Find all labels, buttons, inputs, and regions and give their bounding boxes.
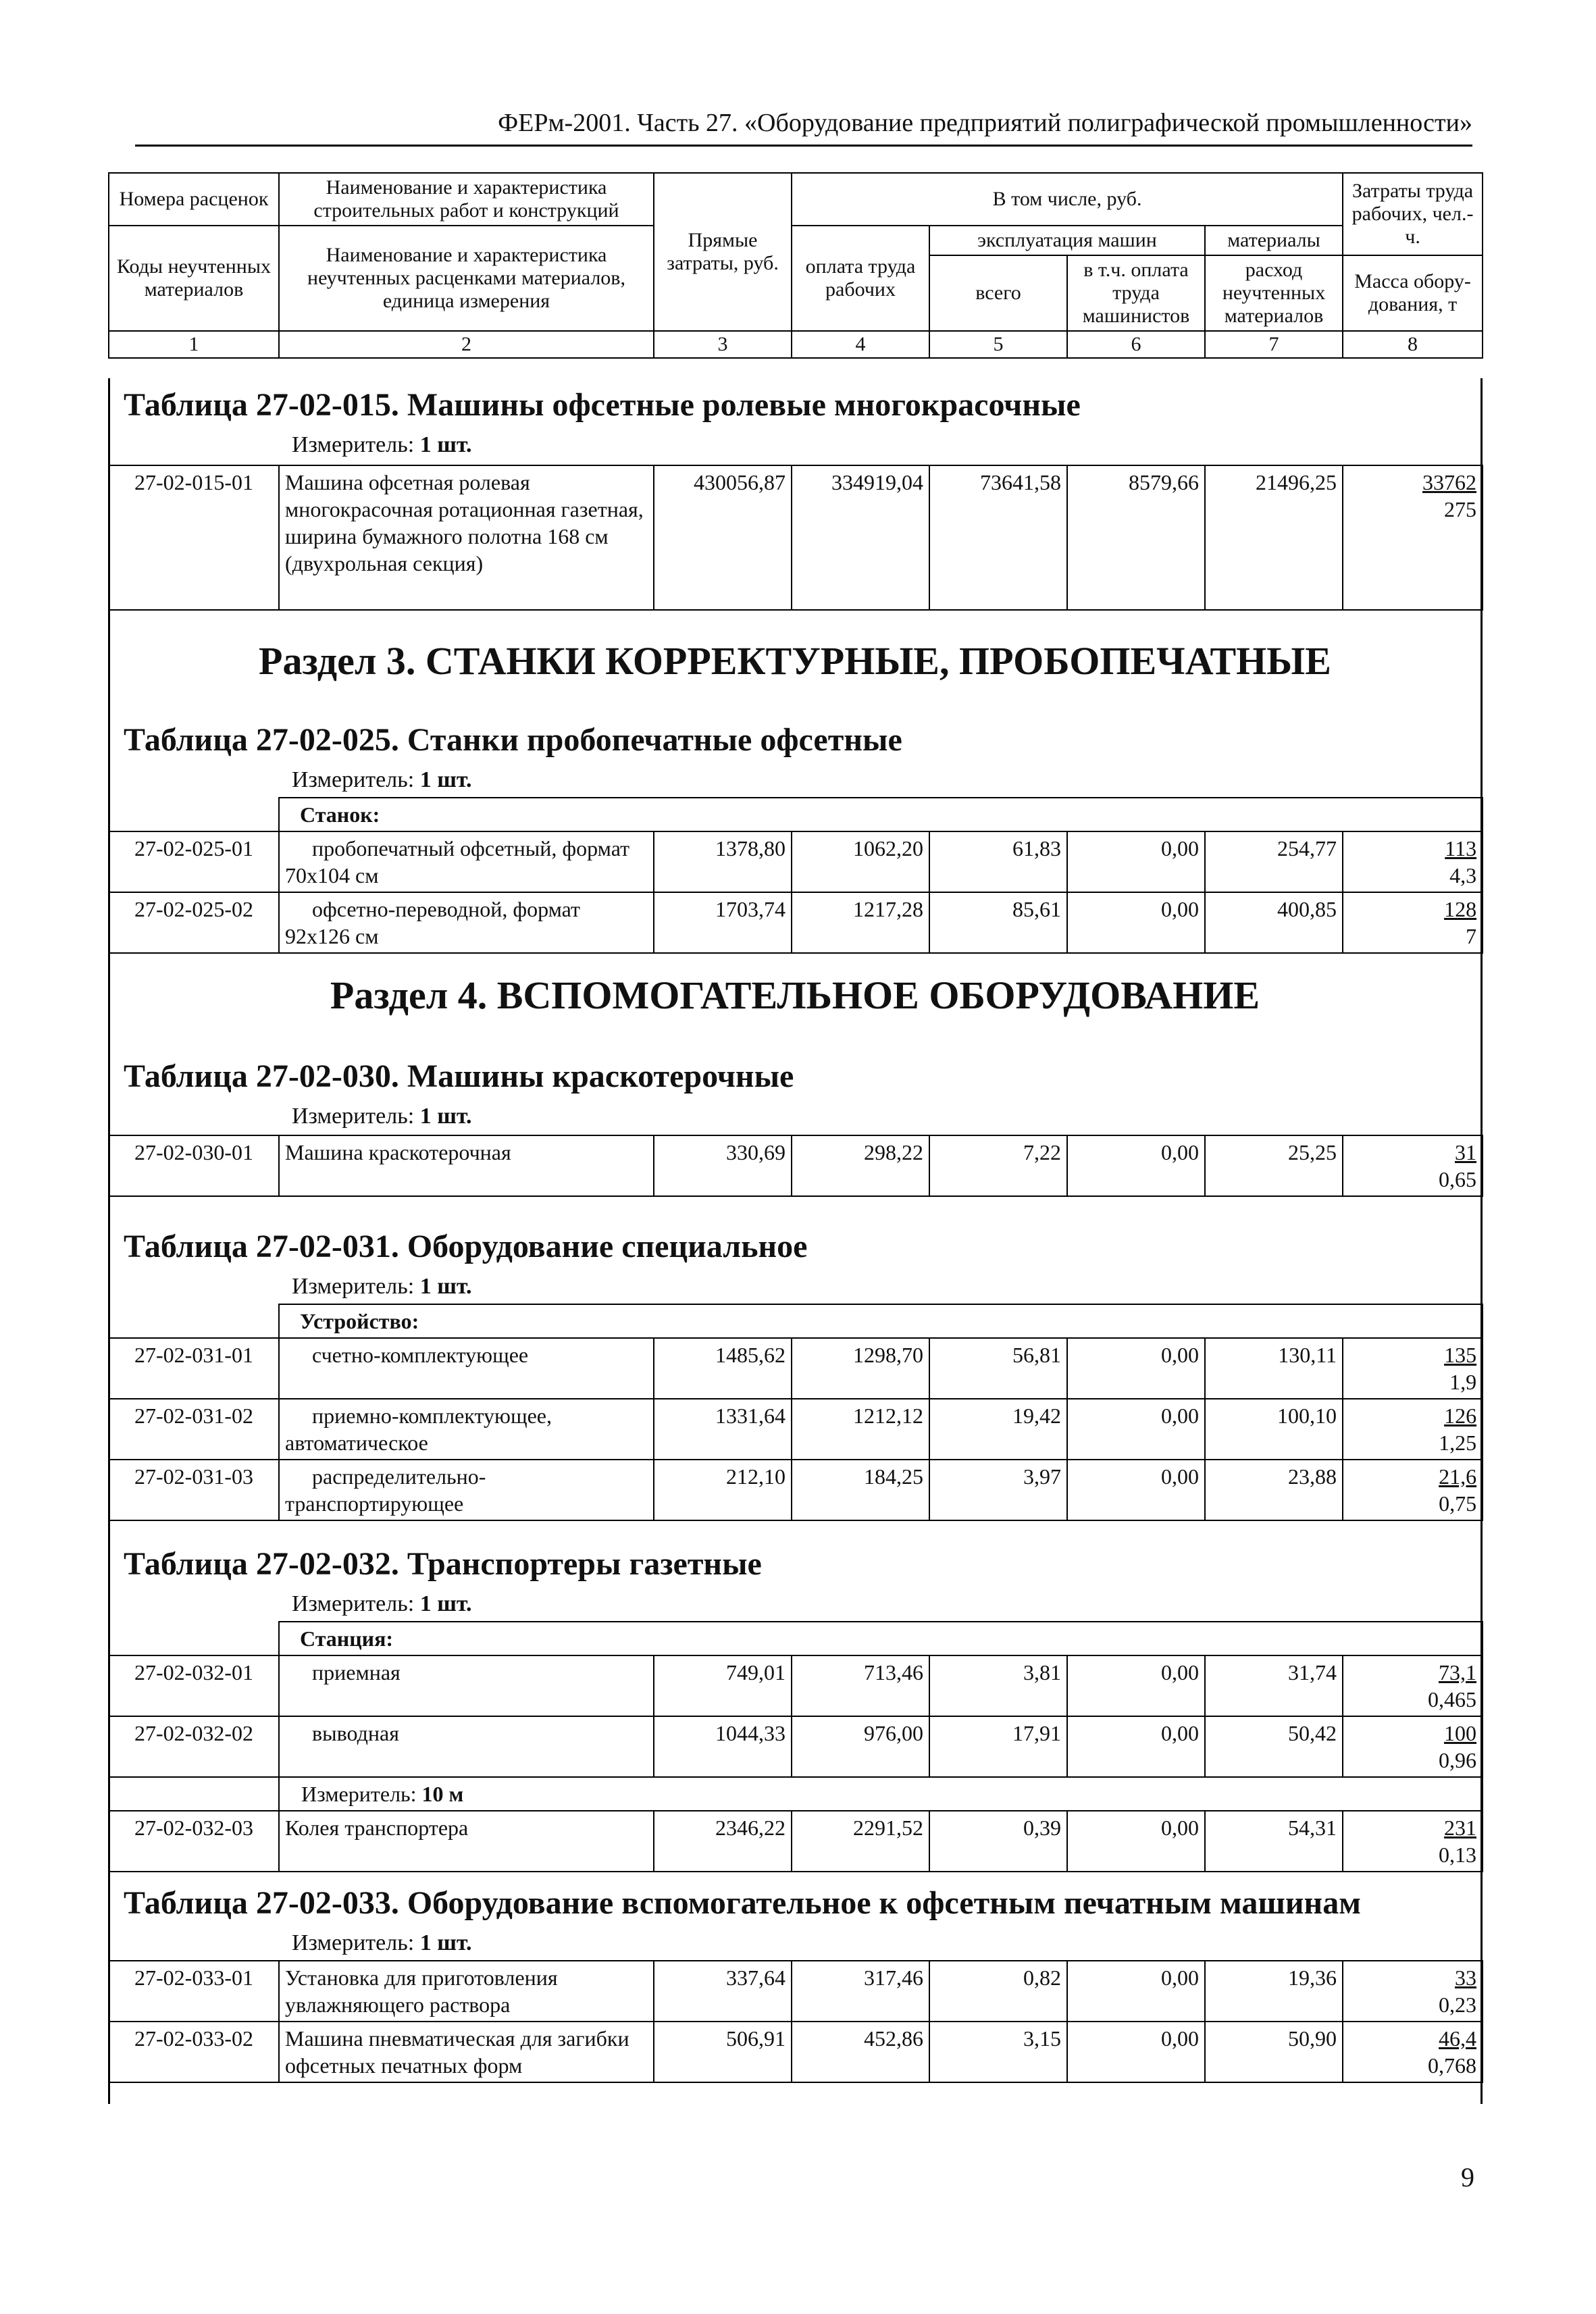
table-row xyxy=(109,465,1483,610)
materials-cost: 19,36 xyxy=(1205,1961,1343,2022)
worker-pay: 1212,12 xyxy=(792,1399,929,1460)
machine-total: 19,42 xyxy=(929,1399,1067,1460)
work-name: пробопечатный офсетный, формат 70x104 см xyxy=(279,831,654,892)
header-machines: эксплуатация машин xyxy=(929,226,1205,255)
running-head: ФЕРм-2001. Часть 27. «Оборудование предприятий полиграфической промышленности» xyxy=(135,108,1472,147)
materials-cost: 400,85 xyxy=(1205,892,1343,953)
table-title-032: Таблица 27-02-032. Транспортеры газетные xyxy=(124,1546,762,1582)
materials-cost: 100,10 xyxy=(1205,1399,1343,1460)
machine-total: 61,83 xyxy=(929,831,1067,892)
machinist-pay: 0,00 xyxy=(1067,892,1205,953)
data-table-025 xyxy=(108,797,1483,954)
machine-total: 0,39 xyxy=(929,1811,1067,1872)
direct-costs: 749,01 xyxy=(654,1655,792,1716)
work-name: Колея транспортера xyxy=(279,1811,654,1872)
col-num-4: 4 xyxy=(792,331,929,358)
worker-pay: 298,22 xyxy=(792,1135,929,1196)
machinist-pay: 8579,66 xyxy=(1067,465,1205,610)
materials-cost: 54,31 xyxy=(1205,1811,1343,1872)
rate-code: 27-02-015-01 xyxy=(109,465,279,610)
direct-costs: 2346,22 xyxy=(654,1811,792,1872)
machine-total: 3,81 xyxy=(929,1655,1067,1716)
machinist-pay: 0,00 xyxy=(1067,1716,1205,1777)
col-num-2: 2 xyxy=(279,331,654,358)
machine-total: 73641,58 xyxy=(929,465,1067,610)
header-col6: в т.ч. оплата труда машинистов xyxy=(1067,255,1205,331)
labor-mass: 33762 275 xyxy=(1343,465,1483,610)
machinist-pay: 0,00 xyxy=(1067,1338,1205,1399)
column-header-table xyxy=(108,172,1483,359)
materials-cost: 130,11 xyxy=(1205,1338,1343,1399)
work-name: выводная xyxy=(279,1716,654,1777)
table-title-025: Таблица 27-02-025. Станки пробопечатные офсетные xyxy=(124,722,902,758)
col-num-6: 6 xyxy=(1067,331,1205,358)
measure-030: Измеритель: 1 шт. xyxy=(292,1104,472,1129)
section-4-heading: Раздел 4. ВСПОМОГАТЕЛЬНОЕ ОБОРУДОВАНИЕ xyxy=(330,973,1260,1017)
worker-pay: 2291,52 xyxy=(792,1811,929,1872)
table-row xyxy=(109,1460,1483,1520)
direct-costs: 330,69 xyxy=(654,1135,792,1196)
table-title-033: Таблица 27-02-033. Оборудование вспомогательное к офсетным печатным машинам xyxy=(124,1885,1361,1921)
rate-code: 27-02-030-01 xyxy=(109,1135,279,1196)
header-col1-bottom: Коды неучтенных материалов xyxy=(109,226,279,331)
header-col1-top: Номера расценок xyxy=(109,173,279,226)
rate-code: 27-02-033-02 xyxy=(109,2022,279,2082)
page-number: 9 xyxy=(1461,2162,1474,2192)
section-3-heading: Раздел 3. СТАНКИ КОРРЕКТУРНЫЕ, ПРОБОПЕЧАТНЫЕ xyxy=(259,639,1331,683)
machine-total: 17,91 xyxy=(929,1716,1067,1777)
work-name: приемная xyxy=(279,1655,654,1716)
measure-015: Измеритель: 1 шт. xyxy=(292,432,472,457)
measure-033: Измеритель: 1 шт. xyxy=(292,1930,472,1955)
worker-pay: 334919,04 xyxy=(792,465,929,610)
table-row xyxy=(109,892,1483,953)
materials-cost: 50,42 xyxy=(1205,1716,1343,1777)
measure-032-2: Измеритель: 10 м xyxy=(279,1777,1483,1811)
labor-mass: 21,6 0,75 xyxy=(1343,1460,1483,1520)
worker-pay: 317,46 xyxy=(792,1961,929,2022)
table-title-030: Таблица 27-02-030. Машины краскотерочные xyxy=(124,1058,794,1094)
direct-costs: 1378,80 xyxy=(654,831,792,892)
rate-code: 27-02-031-03 xyxy=(109,1460,279,1520)
labor-mass: 113 4,3 xyxy=(1343,831,1483,892)
work-name: приемно-комплектующее, автоматическое xyxy=(279,1399,654,1460)
labor-mass: 126 1,25 xyxy=(1343,1399,1483,1460)
direct-costs: 1331,64 xyxy=(654,1399,792,1460)
rate-code: 27-02-031-01 xyxy=(109,1338,279,1399)
machine-total: 56,81 xyxy=(929,1338,1067,1399)
labor-mass: 73,1 0,465 xyxy=(1343,1655,1483,1716)
data-table-031 xyxy=(108,1304,1483,1521)
subheading: Устройство: xyxy=(279,1304,1483,1338)
machinist-pay: 0,00 xyxy=(1067,2022,1205,2082)
machinist-pay: 0,00 xyxy=(1067,1460,1205,1520)
direct-costs: 212,10 xyxy=(654,1460,792,1520)
table-row xyxy=(109,1811,1483,1872)
machinist-pay: 0,00 xyxy=(1067,1399,1205,1460)
rate-code: 27-02-032-02 xyxy=(109,1716,279,1777)
work-name: Машина офсетная ролевая многокрасочная ротационная газетная, ширина бумажного полотна 168 см (двухрольная секция) xyxy=(279,465,654,610)
table-row xyxy=(109,1716,1483,1777)
work-name: офсетно-переводной, формат 92x126 см xyxy=(279,892,654,953)
table-row xyxy=(109,1399,1483,1460)
labor-mass: 31 0,65 xyxy=(1343,1135,1483,1196)
table-row xyxy=(109,831,1483,892)
col-num-5: 5 xyxy=(929,331,1067,358)
table-row xyxy=(109,2022,1483,2082)
header-col8-bottom: Масса обору-дования, т xyxy=(1343,255,1483,331)
machinist-pay: 0,00 xyxy=(1067,1135,1205,1196)
machinist-pay: 0,00 xyxy=(1067,831,1205,892)
table-row xyxy=(109,1655,1483,1716)
data-table-015 xyxy=(108,465,1483,611)
materials-cost: 50,90 xyxy=(1205,2022,1343,2082)
machine-total: 0,82 xyxy=(929,1961,1067,2022)
work-name: Машина краскотерочная xyxy=(279,1135,654,1196)
direct-costs: 1485,62 xyxy=(654,1338,792,1399)
labor-mass: 135 1,9 xyxy=(1343,1338,1483,1399)
machine-total: 3,15 xyxy=(929,2022,1067,2082)
col-num-1: 1 xyxy=(109,331,279,358)
worker-pay: 452,86 xyxy=(792,2022,929,2082)
worker-pay: 1217,28 xyxy=(792,892,929,953)
labor-mass: 128 7 xyxy=(1343,892,1483,953)
header-incl: В том числе, руб. xyxy=(792,173,1343,226)
worker-pay: 1062,20 xyxy=(792,831,929,892)
direct-costs: 430056,87 xyxy=(654,465,792,610)
table-row xyxy=(109,1961,1483,2022)
machine-total: 85,61 xyxy=(929,892,1067,953)
machinist-pay: 0,00 xyxy=(1067,1811,1205,1872)
header-col8-top: Затраты труда рабочих, чел.-ч. xyxy=(1343,173,1483,255)
rate-code: 27-02-025-01 xyxy=(109,831,279,892)
direct-costs: 506,91 xyxy=(654,2022,792,2082)
rate-code: 27-02-033-01 xyxy=(109,1961,279,2022)
materials-cost: 23,88 xyxy=(1205,1460,1343,1520)
rate-code: 27-02-032-03 xyxy=(109,1811,279,1872)
data-table-033 xyxy=(108,1960,1483,2083)
measure-032: Измеритель: 1 шт. xyxy=(292,1591,472,1616)
rate-code: 27-02-031-02 xyxy=(109,1399,279,1460)
measure-031: Измеритель: 1 шт. xyxy=(292,1274,472,1299)
data-table-030 xyxy=(108,1135,1483,1197)
header-col2-top: Наименование и характеристика строительных работ и конструкций xyxy=(279,173,654,226)
data-table-032 xyxy=(108,1621,1483,1872)
table-title-031: Таблица 27-02-031. Оборудование специальное xyxy=(124,1229,808,1264)
materials-cost: 254,77 xyxy=(1205,831,1343,892)
materials-cost: 25,25 xyxy=(1205,1135,1343,1196)
worker-pay: 1298,70 xyxy=(792,1338,929,1399)
header-col7: расход неучтенных материалов xyxy=(1205,255,1343,331)
table-title-015: Таблица 27-02-015. Машины офсетные ролевые многокрасочные xyxy=(124,387,1081,423)
machine-total: 7,22 xyxy=(929,1135,1067,1196)
subheading: Станок: xyxy=(279,798,1483,831)
header-col2-bottom: Наименование и характеристика неучтенных расценками материалов, единица измерения xyxy=(279,226,654,331)
col-num-8: 8 xyxy=(1343,331,1483,358)
machine-total: 3,97 xyxy=(929,1460,1067,1520)
col-num-7: 7 xyxy=(1205,331,1343,358)
direct-costs: 1044,33 xyxy=(654,1716,792,1777)
header-col5: всего xyxy=(929,255,1067,331)
direct-costs: 1703,74 xyxy=(654,892,792,953)
rate-code: 27-02-025-02 xyxy=(109,892,279,953)
subheading: Станция: xyxy=(279,1622,1483,1655)
worker-pay: 713,46 xyxy=(792,1655,929,1716)
machinist-pay: 0,00 xyxy=(1067,1961,1205,2022)
direct-costs: 337,64 xyxy=(654,1961,792,2022)
labor-mass: 231 0,13 xyxy=(1343,1811,1483,1872)
rate-code: 27-02-032-01 xyxy=(109,1655,279,1716)
work-name: счетно-комплектующее xyxy=(279,1338,654,1399)
labor-mass: 46,4 0,768 xyxy=(1343,2022,1483,2082)
work-name: распределительно-транспортирующее xyxy=(279,1460,654,1520)
worker-pay: 184,25 xyxy=(792,1460,929,1520)
work-name: Установка для приготовления увлажняющего раствора xyxy=(279,1961,654,2022)
header-col3: Прямые затраты, руб. xyxy=(654,173,792,331)
header-col4: оплата труда рабочих xyxy=(792,226,929,331)
materials-cost: 21496,25 xyxy=(1205,465,1343,610)
labor-mass: 100 0,96 xyxy=(1343,1716,1483,1777)
header-materials: материалы xyxy=(1205,226,1343,255)
table-row xyxy=(109,1338,1483,1399)
materials-cost: 31,74 xyxy=(1205,1655,1343,1716)
machinist-pay: 0,00 xyxy=(1067,1655,1205,1716)
labor-mass: 33 0,23 xyxy=(1343,1961,1483,2022)
measure-025: Измеритель: 1 шт. xyxy=(292,767,472,792)
table-row xyxy=(109,1135,1483,1196)
col-num-3: 3 xyxy=(654,331,792,358)
worker-pay: 976,00 xyxy=(792,1716,929,1777)
work-name: Машина пневматическая для загибки офсетных печатных форм xyxy=(279,2022,654,2082)
